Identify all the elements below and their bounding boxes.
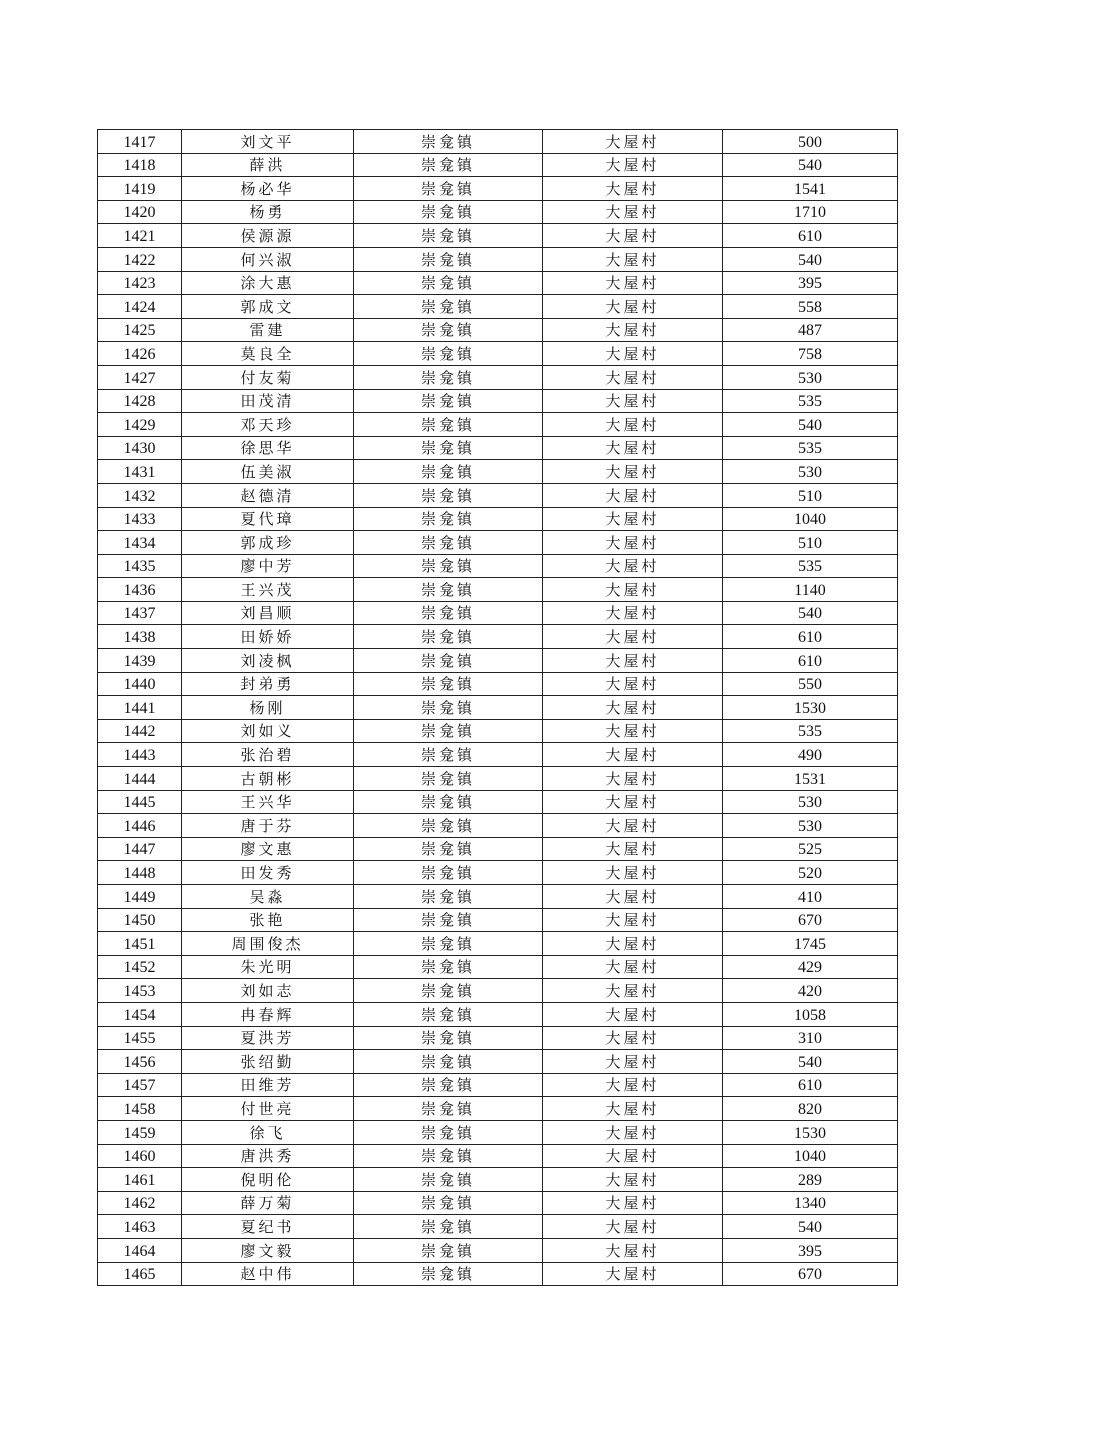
village-cell: 大屋村: [543, 1026, 723, 1050]
name-cell: 张艳: [182, 908, 354, 932]
table-row: [98, 790, 898, 814]
town-cell: 崇龛镇: [354, 1191, 543, 1215]
name-cell: 夏代璋: [182, 507, 354, 531]
amount-cell: 550: [723, 672, 898, 696]
village-cell: 大屋村: [543, 885, 723, 909]
amount-cell: 1340: [723, 1191, 898, 1215]
town-cell: 崇龛镇: [354, 271, 543, 295]
name-cell: 侯源源: [182, 224, 354, 248]
row-number-cell: 1451: [98, 932, 182, 956]
amount-cell: 540: [723, 1215, 898, 1239]
table-row: [98, 1215, 898, 1239]
row-number-cell: 1417: [98, 130, 182, 154]
town-cell: 崇龛镇: [354, 460, 543, 484]
amount-cell: 610: [723, 625, 898, 649]
amount-cell: 535: [723, 389, 898, 413]
amount-cell: 1530: [723, 696, 898, 720]
village-cell: 大屋村: [543, 861, 723, 885]
row-number-cell: 1437: [98, 601, 182, 625]
town-cell: 崇龛镇: [354, 224, 543, 248]
table-row: [98, 932, 898, 956]
village-cell: 大屋村: [543, 790, 723, 814]
town-cell: 崇龛镇: [354, 507, 543, 531]
amount-cell: 520: [723, 861, 898, 885]
table-row: [98, 554, 898, 578]
village-cell: 大屋村: [543, 601, 723, 625]
table-row: [98, 908, 898, 932]
row-number-cell: 1458: [98, 1097, 182, 1121]
village-cell: 大屋村: [543, 507, 723, 531]
village-cell: 大屋村: [543, 578, 723, 602]
name-cell: 付世亮: [182, 1097, 354, 1121]
town-cell: 崇龛镇: [354, 955, 543, 979]
table-row: [98, 130, 898, 154]
amount-cell: 490: [723, 743, 898, 767]
row-number-cell: 1432: [98, 483, 182, 507]
table-row: [98, 177, 898, 201]
row-number-cell: 1439: [98, 649, 182, 673]
town-cell: 崇龛镇: [354, 861, 543, 885]
row-number-cell: 1423: [98, 271, 182, 295]
town-cell: 崇龛镇: [354, 318, 543, 342]
village-cell: 大屋村: [543, 1144, 723, 1168]
village-cell: 大屋村: [543, 767, 723, 791]
amount-cell: 510: [723, 483, 898, 507]
amount-cell: 530: [723, 460, 898, 484]
village-cell: 大屋村: [543, 837, 723, 861]
village-cell: 大屋村: [543, 1168, 723, 1192]
village-cell: 大屋村: [543, 955, 723, 979]
table-row: [98, 743, 898, 767]
town-cell: 崇龛镇: [354, 247, 543, 271]
table-row: [98, 436, 898, 460]
village-cell: 大屋村: [543, 979, 723, 1003]
amount-cell: 530: [723, 814, 898, 838]
row-number-cell: 1452: [98, 955, 182, 979]
name-cell: 周围俊杰: [182, 932, 354, 956]
town-cell: 崇龛镇: [354, 1238, 543, 1262]
town-cell: 崇龛镇: [354, 1168, 543, 1192]
town-cell: 崇龛镇: [354, 1262, 543, 1286]
name-cell: 杨刚: [182, 696, 354, 720]
town-cell: 崇龛镇: [354, 578, 543, 602]
village-cell: 大屋村: [543, 413, 723, 437]
name-cell: 刘凌枫: [182, 649, 354, 673]
amount-cell: 540: [723, 247, 898, 271]
amount-cell: 487: [723, 318, 898, 342]
village-cell: 大屋村: [543, 814, 723, 838]
row-number-cell: 1436: [98, 578, 182, 602]
name-cell: 徐飞: [182, 1120, 354, 1144]
name-cell: 王兴华: [182, 790, 354, 814]
table-row: [98, 200, 898, 224]
table-row: [98, 885, 898, 909]
village-cell: 大屋村: [543, 365, 723, 389]
name-cell: 郭成珍: [182, 531, 354, 555]
name-cell: 廖文惠: [182, 837, 354, 861]
table-row: [98, 483, 898, 507]
amount-cell: 820: [723, 1097, 898, 1121]
row-number-cell: 1421: [98, 224, 182, 248]
name-cell: 赵德清: [182, 483, 354, 507]
town-cell: 崇龛镇: [354, 932, 543, 956]
amount-cell: 510: [723, 531, 898, 555]
table-row: [98, 1144, 898, 1168]
village-cell: 大屋村: [543, 932, 723, 956]
amount-cell: 610: [723, 224, 898, 248]
town-cell: 崇龛镇: [354, 1002, 543, 1026]
amount-cell: 670: [723, 908, 898, 932]
row-number-cell: 1440: [98, 672, 182, 696]
town-cell: 崇龛镇: [354, 436, 543, 460]
name-cell: 廖文毅: [182, 1238, 354, 1262]
table-row: [98, 814, 898, 838]
row-number-cell: 1453: [98, 979, 182, 1003]
data-table: [97, 129, 898, 1286]
table-row: [98, 271, 898, 295]
table-body: [98, 130, 898, 1286]
row-number-cell: 1463: [98, 1215, 182, 1239]
name-cell: 唐于芬: [182, 814, 354, 838]
row-number-cell: 1465: [98, 1262, 182, 1286]
amount-cell: 500: [723, 130, 898, 154]
village-cell: 大屋村: [543, 1002, 723, 1026]
village-cell: 大屋村: [543, 318, 723, 342]
village-cell: 大屋村: [543, 1191, 723, 1215]
village-cell: 大屋村: [543, 177, 723, 201]
name-cell: 朱光明: [182, 955, 354, 979]
town-cell: 崇龛镇: [354, 625, 543, 649]
name-cell: 倪明伦: [182, 1168, 354, 1192]
amount-cell: 558: [723, 295, 898, 319]
table-row: [98, 861, 898, 885]
village-cell: 大屋村: [543, 247, 723, 271]
village-cell: 大屋村: [543, 200, 723, 224]
amount-cell: 610: [723, 1073, 898, 1097]
name-cell: 刘文平: [182, 130, 354, 154]
row-number-cell: 1434: [98, 531, 182, 555]
town-cell: 崇龛镇: [354, 649, 543, 673]
amount-cell: 540: [723, 601, 898, 625]
village-cell: 大屋村: [543, 1238, 723, 1262]
row-number-cell: 1425: [98, 318, 182, 342]
town-cell: 崇龛镇: [354, 601, 543, 625]
row-number-cell: 1419: [98, 177, 182, 201]
row-number-cell: 1424: [98, 295, 182, 319]
row-number-cell: 1448: [98, 861, 182, 885]
village-cell: 大屋村: [543, 1215, 723, 1239]
table-row: [98, 1026, 898, 1050]
amount-cell: 670: [723, 1262, 898, 1286]
table-row: [98, 1262, 898, 1286]
row-number-cell: 1427: [98, 365, 182, 389]
name-cell: 邓天珍: [182, 413, 354, 437]
table-row: [98, 1097, 898, 1121]
row-number-cell: 1454: [98, 1002, 182, 1026]
town-cell: 崇龛镇: [354, 130, 543, 154]
table-row: [98, 601, 898, 625]
amount-cell: 535: [723, 719, 898, 743]
table-row: [98, 1238, 898, 1262]
row-number-cell: 1442: [98, 719, 182, 743]
table-row: [98, 413, 898, 437]
town-cell: 崇龛镇: [354, 413, 543, 437]
name-cell: 冉春辉: [182, 1002, 354, 1026]
name-cell: 田茂清: [182, 389, 354, 413]
town-cell: 崇龛镇: [354, 177, 543, 201]
amount-cell: 525: [723, 837, 898, 861]
name-cell: 古朝彬: [182, 767, 354, 791]
village-cell: 大屋村: [543, 1097, 723, 1121]
table-row: [98, 1002, 898, 1026]
row-number-cell: 1457: [98, 1073, 182, 1097]
village-cell: 大屋村: [543, 908, 723, 932]
village-cell: 大屋村: [543, 483, 723, 507]
amount-cell: 1541: [723, 177, 898, 201]
row-number-cell: 1431: [98, 460, 182, 484]
amount-cell: 535: [723, 436, 898, 460]
town-cell: 崇龛镇: [354, 1026, 543, 1050]
table-row: [98, 224, 898, 248]
name-cell: 薛洪: [182, 153, 354, 177]
table-row: [98, 719, 898, 743]
name-cell: 吴淼: [182, 885, 354, 909]
table-row: [98, 295, 898, 319]
name-cell: 田娇娇: [182, 625, 354, 649]
village-cell: 大屋村: [543, 130, 723, 154]
name-cell: 郭成文: [182, 295, 354, 319]
row-number-cell: 1456: [98, 1050, 182, 1074]
town-cell: 崇龛镇: [354, 153, 543, 177]
town-cell: 崇龛镇: [354, 531, 543, 555]
table-row: [98, 247, 898, 271]
name-cell: 杨必华: [182, 177, 354, 201]
town-cell: 崇龛镇: [354, 885, 543, 909]
table-row: [98, 837, 898, 861]
village-cell: 大屋村: [543, 743, 723, 767]
amount-cell: 1140: [723, 578, 898, 602]
table-row: [98, 649, 898, 673]
town-cell: 崇龛镇: [354, 1050, 543, 1074]
town-cell: 崇龛镇: [354, 837, 543, 861]
town-cell: 崇龛镇: [354, 554, 543, 578]
amount-cell: 395: [723, 1238, 898, 1262]
town-cell: 崇龛镇: [354, 672, 543, 696]
row-number-cell: 1418: [98, 153, 182, 177]
name-cell: 何兴淑: [182, 247, 354, 271]
name-cell: 田维芳: [182, 1073, 354, 1097]
town-cell: 崇龛镇: [354, 696, 543, 720]
amount-cell: 540: [723, 153, 898, 177]
row-number-cell: 1429: [98, 413, 182, 437]
town-cell: 崇龛镇: [354, 790, 543, 814]
row-number-cell: 1462: [98, 1191, 182, 1215]
village-cell: 大屋村: [543, 1262, 723, 1286]
row-number-cell: 1449: [98, 885, 182, 909]
town-cell: 崇龛镇: [354, 908, 543, 932]
town-cell: 崇龛镇: [354, 979, 543, 1003]
table-row: [98, 979, 898, 1003]
row-number-cell: 1445: [98, 790, 182, 814]
village-cell: 大屋村: [543, 295, 723, 319]
name-cell: 伍美淑: [182, 460, 354, 484]
table-row: [98, 507, 898, 531]
town-cell: 崇龛镇: [354, 1073, 543, 1097]
name-cell: 王兴茂: [182, 578, 354, 602]
village-cell: 大屋村: [543, 1073, 723, 1097]
town-cell: 崇龛镇: [354, 767, 543, 791]
table-row: [98, 153, 898, 177]
town-cell: 崇龛镇: [354, 1120, 543, 1144]
village-cell: 大屋村: [543, 1050, 723, 1074]
amount-cell: 1531: [723, 767, 898, 791]
village-cell: 大屋村: [543, 554, 723, 578]
village-cell: 大屋村: [543, 696, 723, 720]
amount-cell: 310: [723, 1026, 898, 1050]
row-number-cell: 1444: [98, 767, 182, 791]
amount-cell: 1040: [723, 1144, 898, 1168]
amount-cell: 530: [723, 790, 898, 814]
table-row: [98, 365, 898, 389]
amount-cell: 530: [723, 365, 898, 389]
amount-cell: 429: [723, 955, 898, 979]
amount-cell: 610: [723, 649, 898, 673]
name-cell: 封弟勇: [182, 672, 354, 696]
village-cell: 大屋村: [543, 649, 723, 673]
town-cell: 崇龛镇: [354, 814, 543, 838]
village-cell: 大屋村: [543, 625, 723, 649]
row-number-cell: 1433: [98, 507, 182, 531]
row-number-cell: 1460: [98, 1144, 182, 1168]
row-number-cell: 1443: [98, 743, 182, 767]
name-cell: 涂大惠: [182, 271, 354, 295]
amount-cell: 289: [723, 1168, 898, 1192]
town-cell: 崇龛镇: [354, 1097, 543, 1121]
name-cell: 付友菊: [182, 365, 354, 389]
name-cell: 唐洪秀: [182, 1144, 354, 1168]
town-cell: 崇龛镇: [354, 743, 543, 767]
table-row: [98, 1050, 898, 1074]
name-cell: 田发秀: [182, 861, 354, 885]
name-cell: 张治碧: [182, 743, 354, 767]
table-row: [98, 1168, 898, 1192]
table-row: [98, 625, 898, 649]
table-row: [98, 696, 898, 720]
row-number-cell: 1420: [98, 200, 182, 224]
village-cell: 大屋村: [543, 153, 723, 177]
town-cell: 崇龛镇: [354, 342, 543, 366]
table-row: [98, 460, 898, 484]
amount-cell: 1530: [723, 1120, 898, 1144]
row-number-cell: 1426: [98, 342, 182, 366]
town-cell: 崇龛镇: [354, 483, 543, 507]
amount-cell: 1710: [723, 200, 898, 224]
row-number-cell: 1461: [98, 1168, 182, 1192]
row-number-cell: 1435: [98, 554, 182, 578]
name-cell: 张绍勤: [182, 1050, 354, 1074]
town-cell: 崇龛镇: [354, 1215, 543, 1239]
amount-cell: 540: [723, 413, 898, 437]
row-number-cell: 1450: [98, 908, 182, 932]
row-number-cell: 1459: [98, 1120, 182, 1144]
village-cell: 大屋村: [543, 1120, 723, 1144]
name-cell: 夏纪书: [182, 1215, 354, 1239]
amount-cell: 1040: [723, 507, 898, 531]
town-cell: 崇龛镇: [354, 719, 543, 743]
village-cell: 大屋村: [543, 719, 723, 743]
table-row: [98, 672, 898, 696]
name-cell: 廖中芳: [182, 554, 354, 578]
name-cell: 杨勇: [182, 200, 354, 224]
village-cell: 大屋村: [543, 342, 723, 366]
name-cell: 薛万菊: [182, 1191, 354, 1215]
town-cell: 崇龛镇: [354, 295, 543, 319]
village-cell: 大屋村: [543, 271, 723, 295]
amount-cell: 540: [723, 1050, 898, 1074]
table-row: [98, 1120, 898, 1144]
name-cell: 雷建: [182, 318, 354, 342]
amount-cell: 535: [723, 554, 898, 578]
name-cell: 莫良全: [182, 342, 354, 366]
row-number-cell: 1455: [98, 1026, 182, 1050]
row-number-cell: 1438: [98, 625, 182, 649]
village-cell: 大屋村: [543, 672, 723, 696]
table-row: [98, 389, 898, 413]
name-cell: 刘如志: [182, 979, 354, 1003]
table-row: [98, 955, 898, 979]
row-number-cell: 1428: [98, 389, 182, 413]
table-row: [98, 1191, 898, 1215]
name-cell: 刘如义: [182, 719, 354, 743]
table-row: [98, 318, 898, 342]
village-cell: 大屋村: [543, 389, 723, 413]
village-cell: 大屋村: [543, 531, 723, 555]
table-row: [98, 342, 898, 366]
table-row: [98, 1073, 898, 1097]
amount-cell: 410: [723, 885, 898, 909]
name-cell: 徐思华: [182, 436, 354, 460]
amount-cell: 758: [723, 342, 898, 366]
name-cell: 刘昌顺: [182, 601, 354, 625]
amount-cell: 420: [723, 979, 898, 1003]
row-number-cell: 1441: [98, 696, 182, 720]
table-row: [98, 531, 898, 555]
town-cell: 崇龛镇: [354, 1144, 543, 1168]
row-number-cell: 1430: [98, 436, 182, 460]
town-cell: 崇龛镇: [354, 389, 543, 413]
town-cell: 崇龛镇: [354, 365, 543, 389]
name-cell: 夏洪芳: [182, 1026, 354, 1050]
village-cell: 大屋村: [543, 224, 723, 248]
row-number-cell: 1464: [98, 1238, 182, 1262]
row-number-cell: 1446: [98, 814, 182, 838]
amount-cell: 395: [723, 271, 898, 295]
village-cell: 大屋村: [543, 436, 723, 460]
name-cell: 赵中伟: [182, 1262, 354, 1286]
table-row: [98, 578, 898, 602]
row-number-cell: 1447: [98, 837, 182, 861]
table-row: [98, 767, 898, 791]
town-cell: 崇龛镇: [354, 200, 543, 224]
village-cell: 大屋村: [543, 460, 723, 484]
amount-cell: 1058: [723, 1002, 898, 1026]
row-number-cell: 1422: [98, 247, 182, 271]
amount-cell: 1745: [723, 932, 898, 956]
